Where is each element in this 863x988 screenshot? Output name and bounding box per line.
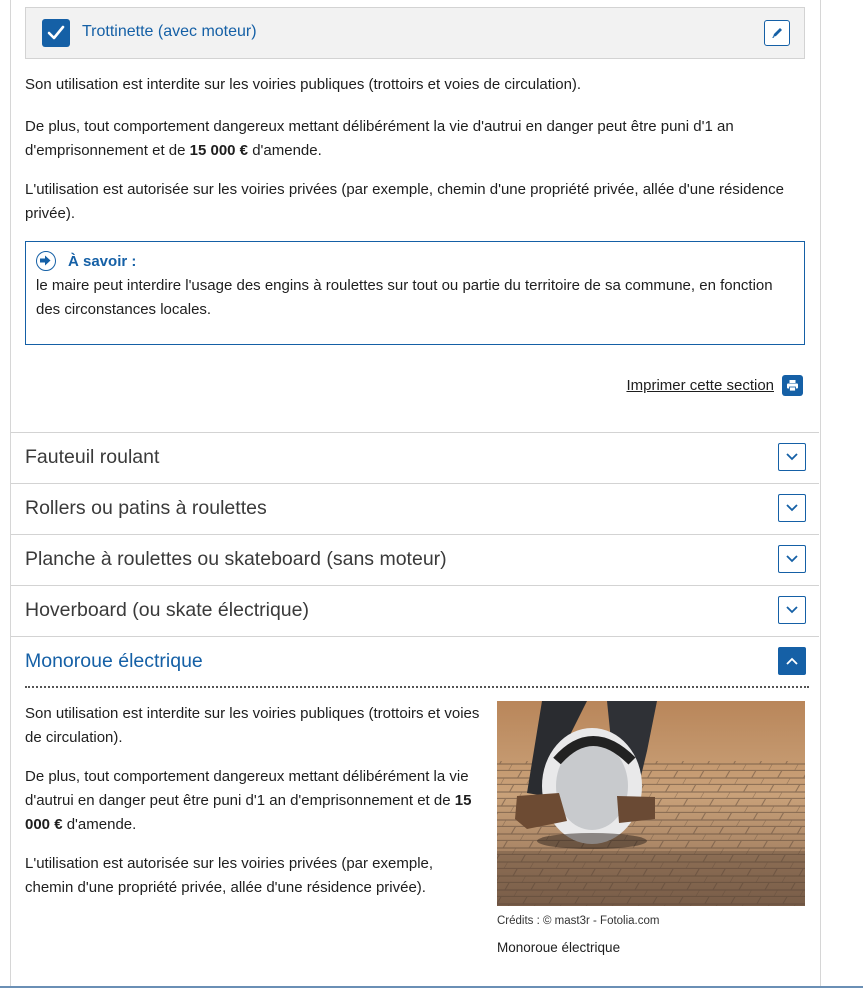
accordion-item-skateboard[interactable] [11,535,819,585]
sanction-text: De plus, tout comportement dangereux mettant délibérément la vie d'autrui en danger peut être puni d'1 an d'emprisonnement et de [25,768,469,809]
accordion-item-fauteuil-roulant[interactable] [11,433,819,483]
accordion-title: Fauteuil roulant [25,446,160,468]
chevron-down-icon[interactable] [778,443,806,471]
print-section-link[interactable]: Imprimer cette section [626,377,774,394]
accordion-item-monoroue[interactable] [11,637,819,687]
paragraph-autorisation: L'utilisation est autorisée sur les voiries privées (par exemple, chemin d'une propriété privée, allée d'une résidence privée). [25,181,784,222]
card-title: Trottinette (avec moteur) [82,23,257,40]
accordion-title: Rollers ou patins à roulettes [25,497,267,519]
image-credit: Crédits : © mast3r - Fotolia.com [497,915,660,927]
chevron-down-icon[interactable] [778,596,806,624]
chevron-down-icon[interactable] [778,545,806,573]
amende-amount: 15 000 € [25,792,472,833]
arrow-right-icon [36,251,56,271]
dotted-divider [25,686,809,688]
note-text: le maire peut interdire l'usage des engins à roulettes sur tout ou partie du territoire de sa commune, en fonction des circonstances locales. [36,277,773,318]
paragraph-sanction [25,115,805,163]
print-section [626,375,803,396]
paragraph-interdiction: Son utilisation est interdite sur les voiries publiques (trottoirs et voies de circulation). [25,705,480,746]
accordion-title: Planche à roulettes ou skateboard (sans moteur) [25,548,447,570]
chevron-up-icon[interactable] [778,647,806,675]
a-savoir-box [25,241,805,345]
sanction-text-end: d'amende. [62,816,137,833]
accordion-title: Monoroue électrique [25,650,203,672]
pencil-icon[interactable] [764,20,790,46]
paragraph-autorisation: L'utilisation est autorisée sur les voiries privées (par exemple, chemin d'une propriété privée, allée d'une résidence privée). [25,855,434,896]
sanction-text-end: d'amende. [248,142,322,159]
paragraph-sanction [25,765,485,837]
monoroue-photo [497,701,805,906]
paragraph-interdiction: Son utilisation est interdite sur les voiries publiques (trottoirs et voies de circulation). [25,76,582,93]
trottinette-card-header[interactable] [25,7,805,59]
note-title: À savoir : [68,252,137,270]
sanction-text: De plus, tout comportement dangereux mettant délibérément la vie d'autrui en danger peut être puni d'1 an d'emprisonnement et de [25,118,734,159]
checkbox-checked-icon[interactable] [42,19,70,47]
amende-amount: 15 000 € [189,142,249,159]
chevron-down-icon[interactable] [778,494,806,522]
note-header [36,250,136,272]
accordion-title: Hoverboard (ou skate électrique) [25,599,309,621]
accordion-item-hoverboard[interactable] [11,586,819,636]
printer-icon[interactable] [782,375,803,396]
accordion-item-rollers[interactable] [11,484,819,534]
image-caption: Monoroue électrique [497,940,621,955]
